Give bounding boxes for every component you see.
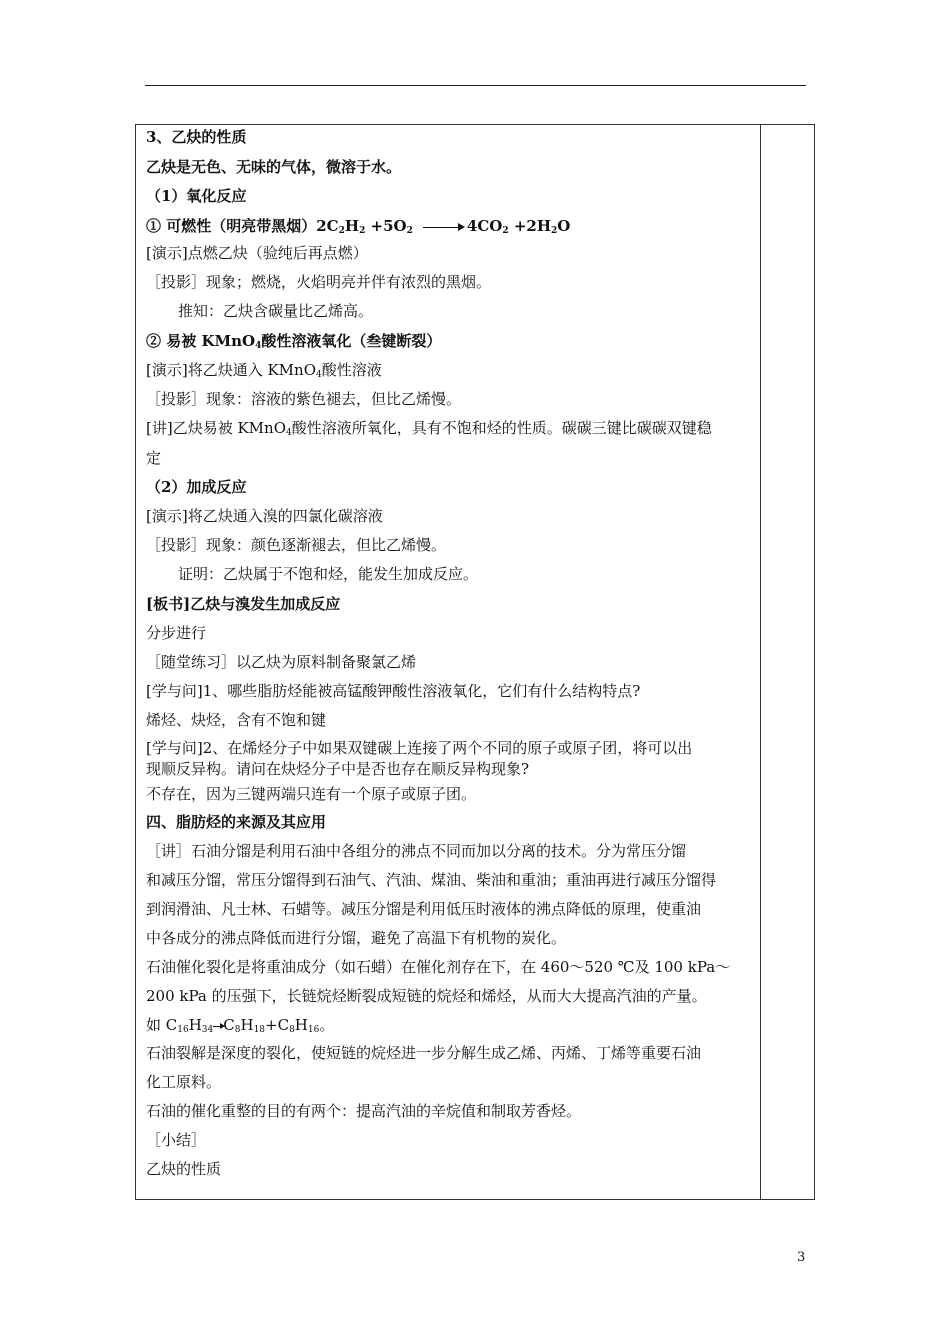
text-line: 不存在，因为三键两端只连有一个原子或原子团。 bbox=[146, 785, 477, 803]
text-line: ［小结］ bbox=[146, 1131, 207, 1149]
text-line: 石油催化裂化是将重油成分（如石蜡）在催化剂存在下，在 460～520 ℃及 100 kPa～ bbox=[146, 958, 731, 976]
text-line: 烯烃、炔烃，含有不饱和键 bbox=[146, 711, 327, 729]
text-line: 中各成分的沸点降低而进行分馏，避免了高温下有机物的炭化。 bbox=[146, 929, 567, 947]
text-line: [演示]将乙炔通入 KMnO$_4$酸性溶液 bbox=[146, 361, 382, 380]
text-line: [演示]点燃乙炔（验纯后再点燃） bbox=[146, 244, 368, 262]
text-line: 石油的催化重整的目的有两个：提高汽油的辛烷值和制取芳香烃。 bbox=[146, 1102, 582, 1120]
text-line: ［讲］石油分馏是利用石油中各组分的沸点不同而加以分离的技术。分为常压分馏 bbox=[146, 842, 687, 860]
text-line: 证明：乙炔属于不饱和烃，能发生加成反应。 bbox=[178, 565, 479, 583]
reaction-arrow-icon bbox=[213, 1026, 223, 1027]
text-line: 化工原料。 bbox=[146, 1073, 222, 1091]
table-column-divider bbox=[760, 124, 761, 1200]
text-line: 现顺反异构。请问在炔烃分子中是否也存在顺反异构现象? bbox=[146, 760, 530, 778]
page-number: 3 bbox=[797, 1250, 806, 1265]
text-line: 和减压分馏，常压分馏得到石油气、汽油、煤油、柴油和重油；重油再进行减压分馏得 bbox=[146, 871, 717, 889]
text-line: [学与问]2、在烯烃分子中如果双键碳上连接了两个不同的原子或原子团，将可以出 bbox=[146, 739, 693, 757]
text-line: [演示]将乙炔通入溴的四氯化碳溶液 bbox=[146, 507, 383, 525]
text-line: ［投影］现象：颜色逐渐褪去，但比乙烯慢。 bbox=[146, 536, 447, 554]
text-line: 定 bbox=[146, 449, 162, 467]
oxidation-heading: ② 易被 KMnO$_4$酸性溶液氧化（叁键断裂） bbox=[146, 332, 442, 351]
text-line: [讲]乙炔易被 KMnO$_4$酸性溶液所氧化，具有不饱和烃的性质。碳碳三键比碳碳双键稳 bbox=[146, 419, 712, 438]
text-line: 乙炔的性质 bbox=[146, 1160, 222, 1178]
text-line: 分步进行 bbox=[146, 624, 207, 642]
text-line: [学与问]1、哪些脂肪烃能被高锰酸钾酸性溶液氧化，它们有什么结构特点? bbox=[146, 682, 641, 700]
cracking-equation: 如 $C_{16}H_{34}$ $C_8H_{18}+C_8H_{16}$。 bbox=[146, 1016, 335, 1035]
text-line: ［投影］现象：溶液的紫色褪去，但比乙烯慢。 bbox=[146, 390, 462, 408]
combustion-equation: ① 可燃性（明亮带黑烟）$2C_2H_2 +5O_2$ $4CO_2 +2H_2O$ bbox=[146, 217, 571, 236]
text-line: ［随堂练习］以乙炔为原料制备聚氯乙烯 bbox=[146, 653, 417, 671]
text-line: 乙炔是无色、无味的气体，微溶于水。 bbox=[146, 158, 402, 176]
text-line: 到润滑油、凡士林、石蜡等。减压分馏是利用低压时液体的沸点降低的原理，使重油 bbox=[146, 900, 702, 918]
text-line: 200 kPa 的压强下，长链烷烃断裂成短链的烷烃和烯烃，从而大大提高汽油的产量。 bbox=[146, 987, 707, 1005]
text-line: ［投影］现象；燃烧，火焰明亮并伴有浓烈的黑烟。 bbox=[146, 273, 492, 291]
text-line: 石油裂解是深度的裂化，使短链的烷烃进一步分解生成乙烯、丙烯、丁烯等重要石油 bbox=[146, 1044, 702, 1062]
section-heading: 四、脂肪烃的来源及其应用 bbox=[146, 813, 327, 831]
section-heading: 3、乙炔的性质 bbox=[146, 128, 247, 146]
subsection-heading: （2）加成反应 bbox=[146, 478, 247, 496]
reaction-arrow-icon bbox=[423, 227, 463, 228]
text-line: [板书]乙炔与溴发生加成反应 bbox=[146, 595, 341, 613]
text-line: 推知：乙炔含碳量比乙烯高。 bbox=[178, 302, 374, 320]
header-rule bbox=[145, 85, 806, 86]
subsection-heading: （1）氧化反应 bbox=[146, 187, 247, 205]
